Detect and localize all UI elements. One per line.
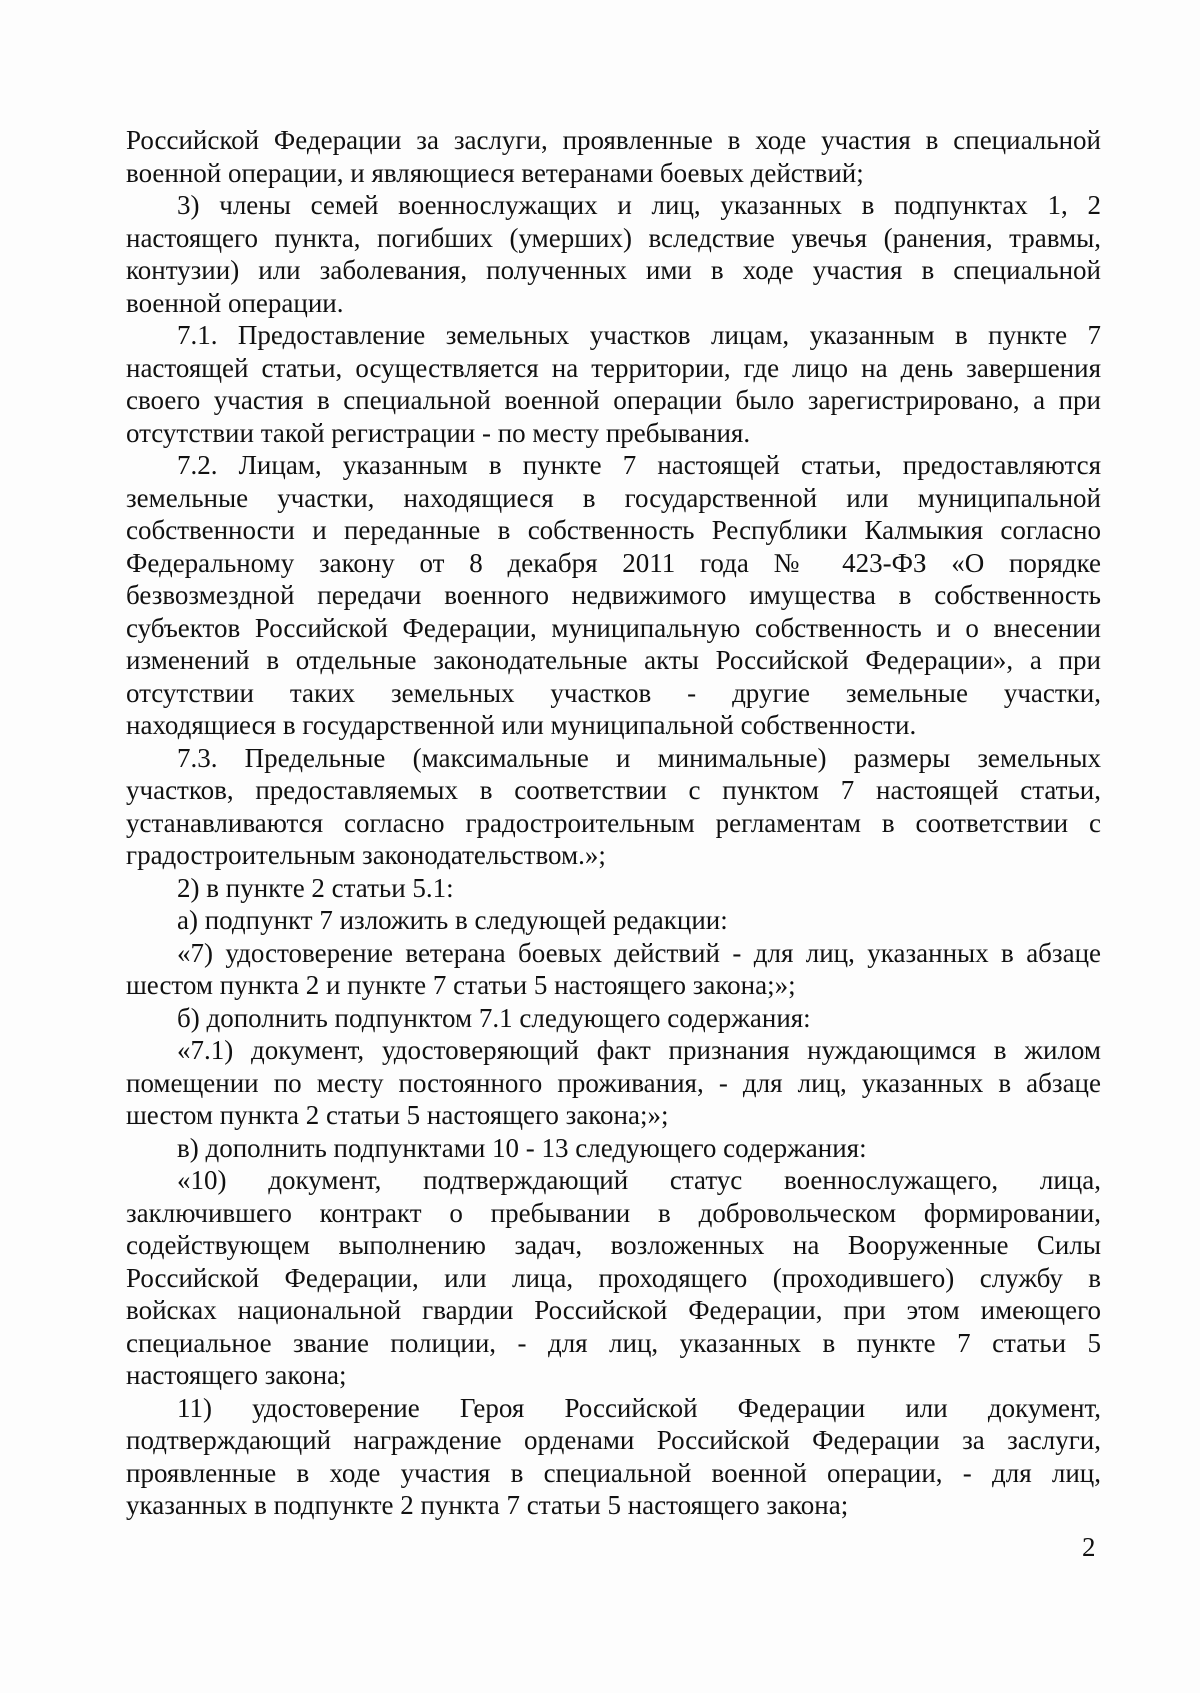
text-line: 11) удостоверение Героя Российской Федерации или документ, [177,1392,1101,1423]
text-line: 2) в пункте 2 статьи 5.1: [177,872,454,903]
text-line: заключившего контракт о пребывании в добровольческом формировании, [126,1197,1101,1228]
text-line: безвозмездной передачи военного недвижимого имущества в собственность [126,580,1101,610]
text-line: военной операции, и являющиеся ветеранами боевых действий; [126,157,864,188]
text-line: участков, предоставляемых в соответствии с пунктом 7 настоящей статьи, [126,775,1101,805]
document-body [126,124,1101,1522]
text-line: настоящего пункта, погибших (умерших) вследствие увечья (ранения, травмы, [126,222,1101,253]
text-line: шестом пункта 2 и пункте 7 статьи 5 настоящего закона;»; [126,970,796,1000]
text-line: устанавливаются согласно градостроительным регламентам в соответствии с [126,807,1101,838]
text-line: подтверждающий награждение орденами Российской Федерации за заслуги, [126,1425,1101,1455]
text-line: своего участия в специальной военной операции было зарегистрировано, а при [126,385,1101,415]
text-line: 7.3. Предельные (максимальные и минимальные) размеры земельных [177,742,1101,773]
text-line: собственности и переданные в собственность Республики Калмыкия согласно [126,515,1101,545]
text-line: находящиеся в государственной или муниципальной собственности. [126,710,917,740]
text-line: проявленные в ходе участия в специальной военной операции, - для лиц, [126,1457,1101,1488]
text-line: военной операции. [126,287,344,318]
text-line: субъектов Российской Федерации, муниципальную собственность и о внесении [126,612,1101,643]
text-line: изменений в отдельные законодательные акты Российской Федерации», а при [126,645,1101,675]
text-line: б) дополнить подпунктом 7.1 следующего содержания: [177,1002,811,1033]
text-line: в) дополнить подпунктами 10 - 13 следующего содержания: [177,1132,867,1163]
text-line: «7.1) документ, удостоверяющий факт признания нуждающимся в жилом [177,1035,1101,1065]
text-line: настоящего закона; [126,1360,347,1390]
text-line: градостроительным законодательством.»; [126,840,606,870]
text-line: указанных в подпункте 2 пункта 7 статьи 5 настоящего закона; [126,1490,849,1520]
text-line: Российской Федерации, или лица, проходящего (проходившего) службу в [126,1262,1101,1293]
text-line: шестом пункта 2 статьи 5 настоящего закона;»; [126,1100,669,1130]
text-line: настоящей статьи, осуществляется на территории, где лицо на день завершения [126,352,1101,383]
text-line: контузии) или заболевания, полученных ими в ходе участия в специальной [126,255,1101,285]
text-line: помещении по месту постоянного проживания, - для лиц, указанных в абзаце [126,1067,1101,1098]
text-line: войсках национальной гвардии Российской Федерации, при этом имеющего [126,1295,1101,1325]
text-line: «7) удостоверение ветерана боевых действий - для лиц, указанных в абзаце [177,937,1101,968]
text-line: содействующем выполнению задач, возложенных на Вооруженные Силы [126,1230,1101,1260]
text-line: отсутствии такой регистрации - по месту пребывания. [126,417,751,448]
page-number: 2 [1082,1532,1096,1562]
text-line: «10) документ, подтверждающий статус военнослужащего, лица, [177,1165,1101,1195]
text-line: 7.1. Предоставление земельных участков лицам, указанным в пункте 7 [177,320,1101,350]
text-line: Российской Федерации за заслуги, проявленные в ходе участия в специальной [126,125,1101,155]
text-line: земельные участки, находящиеся в государственной или муниципальной [126,482,1101,513]
text-line: отсутствии таких земельных участков - другие земельные участки, [126,677,1101,708]
text-line: а) подпункт 7 изложить в следующей редакции: [177,905,728,935]
text-line: 7.2. Лицам, указанным в пункте 7 настоящей статьи, предоставляются [177,450,1101,480]
text-line: 3) члены семей военнослужащих и лиц, указанных в подпунктах 1, 2 [177,190,1101,220]
text-line: специальное звание полиции, - для лиц, указанных в пункте 7 статьи 5 [126,1327,1101,1358]
text-line: Федеральному закону от 8 декабря 2011 года № 423-ФЗ «О порядке [126,547,1101,578]
